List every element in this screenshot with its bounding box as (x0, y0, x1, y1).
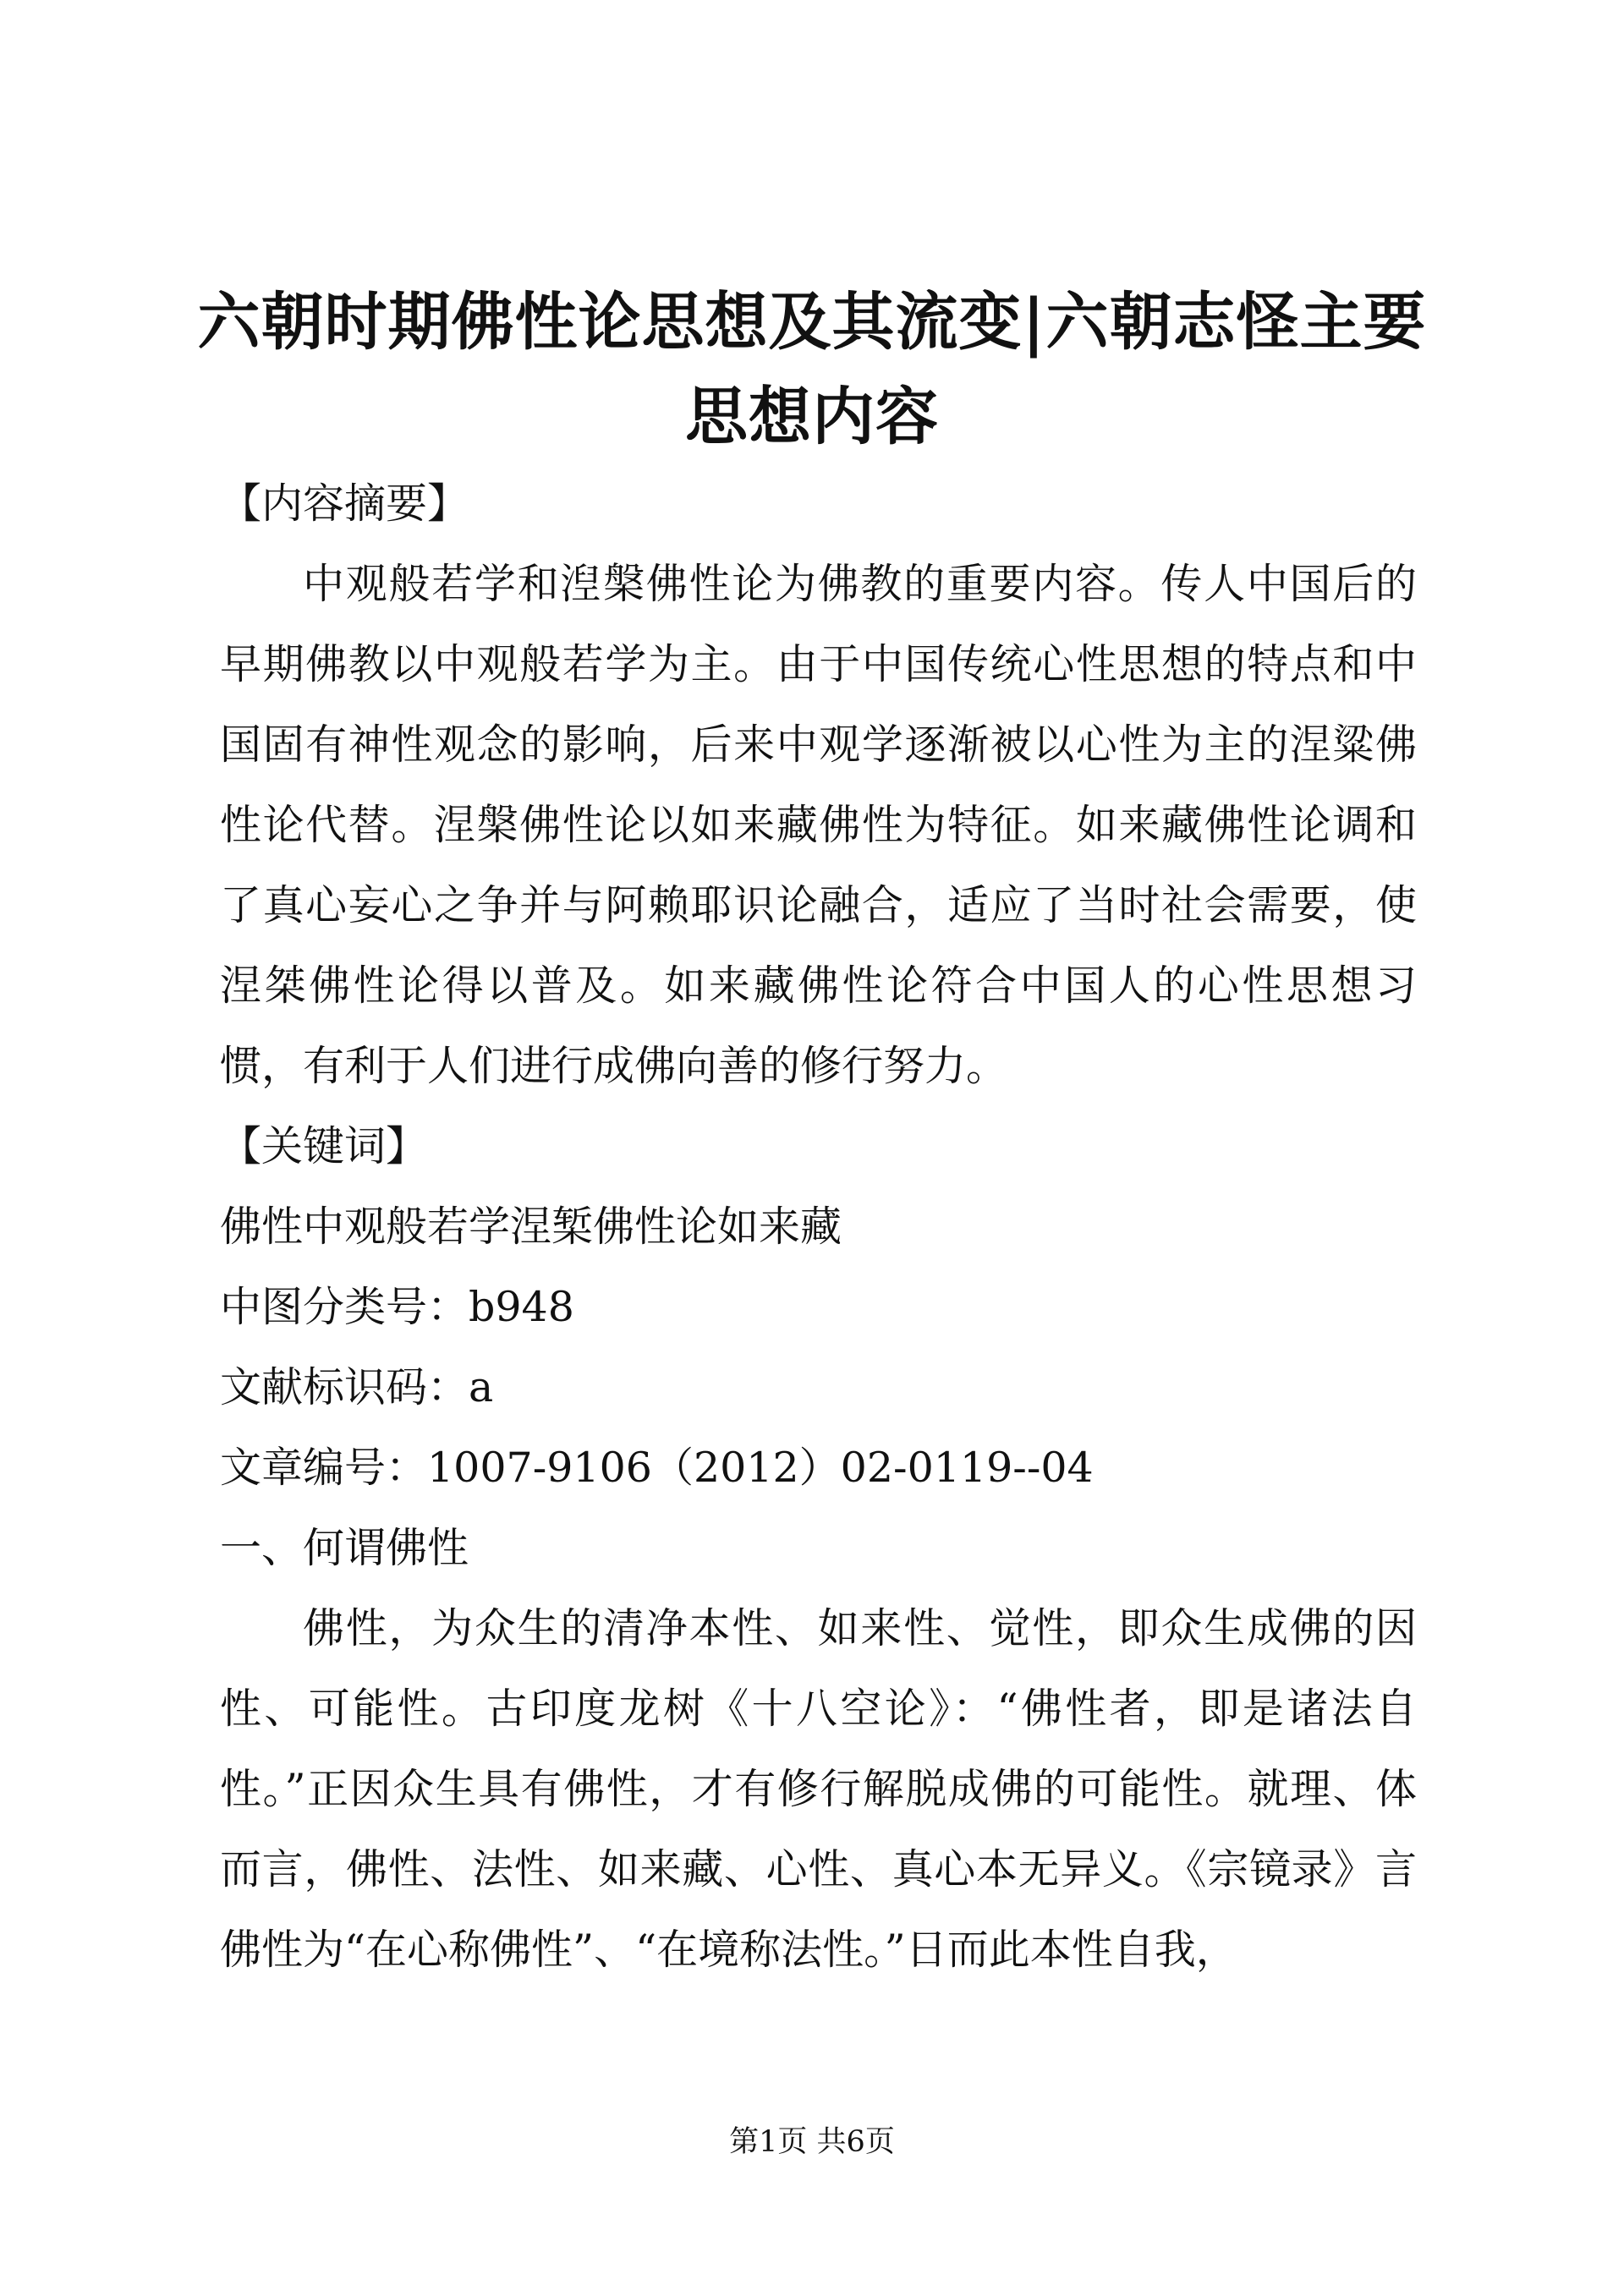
keywords-heading: 【关键词】 (220, 1122, 428, 1170)
keywords-text: 佛性中观般若学涅椠佛性论如来藏 (220, 1203, 842, 1251)
page-title: 六朝时期佛性论思想及其流变|六朝志怪主要思想内容 (197, 286, 1427, 453)
article-number: 文章编号：1007-9106（2012）02-0119--04 (220, 1444, 1094, 1492)
section-paragraph: 佛性，为众生的清净本性、如来性、觉性，即众生成佛的因性、可能性。古印度龙树《十八空论》：“佛性者，即是诸法自性。”正因众生具有佛性，才有修行解脱成佛的可能性。就理、体而言，佛性、法性、如来藏、心性、真心本无异义。《宗镜录》言佛性为“在心称佛性”、“在境称法性。”日而此本性自我， (220, 1604, 1417, 1974)
page-footer: 第1页 共6页 (729, 2125, 895, 2159)
document-body (220, 463, 1417, 1990)
abstract-paragraph: 中观般若学和湼槃佛性论为佛教的重要内容。传人中国后的早期佛教以中观般若学为主。由于中国传统心性思想的特点和中国固有神性观念的影响，后来中观学逐渐被以心性为主的涅粱佛性论代替。涅槃佛性论以如来藏佛性为特征。如来藏佛性论调和了真心妄心之争并与阿赖耶识论融合，适应了当时社会需要，使涅桀佛性论得以普及。如来藏佛性论符合中国人的心性思想习惯，有利于人们进行成佛向善的修行努力。 (220, 560, 1417, 1090)
document-code: 文献标识码：a (220, 1363, 494, 1411)
classification-number: 中图分类号：b948 (220, 1283, 574, 1331)
section-heading: 一、何谓佛性 (220, 1524, 469, 1572)
abstract-heading: 【内容摘要】 (220, 479, 469, 528)
